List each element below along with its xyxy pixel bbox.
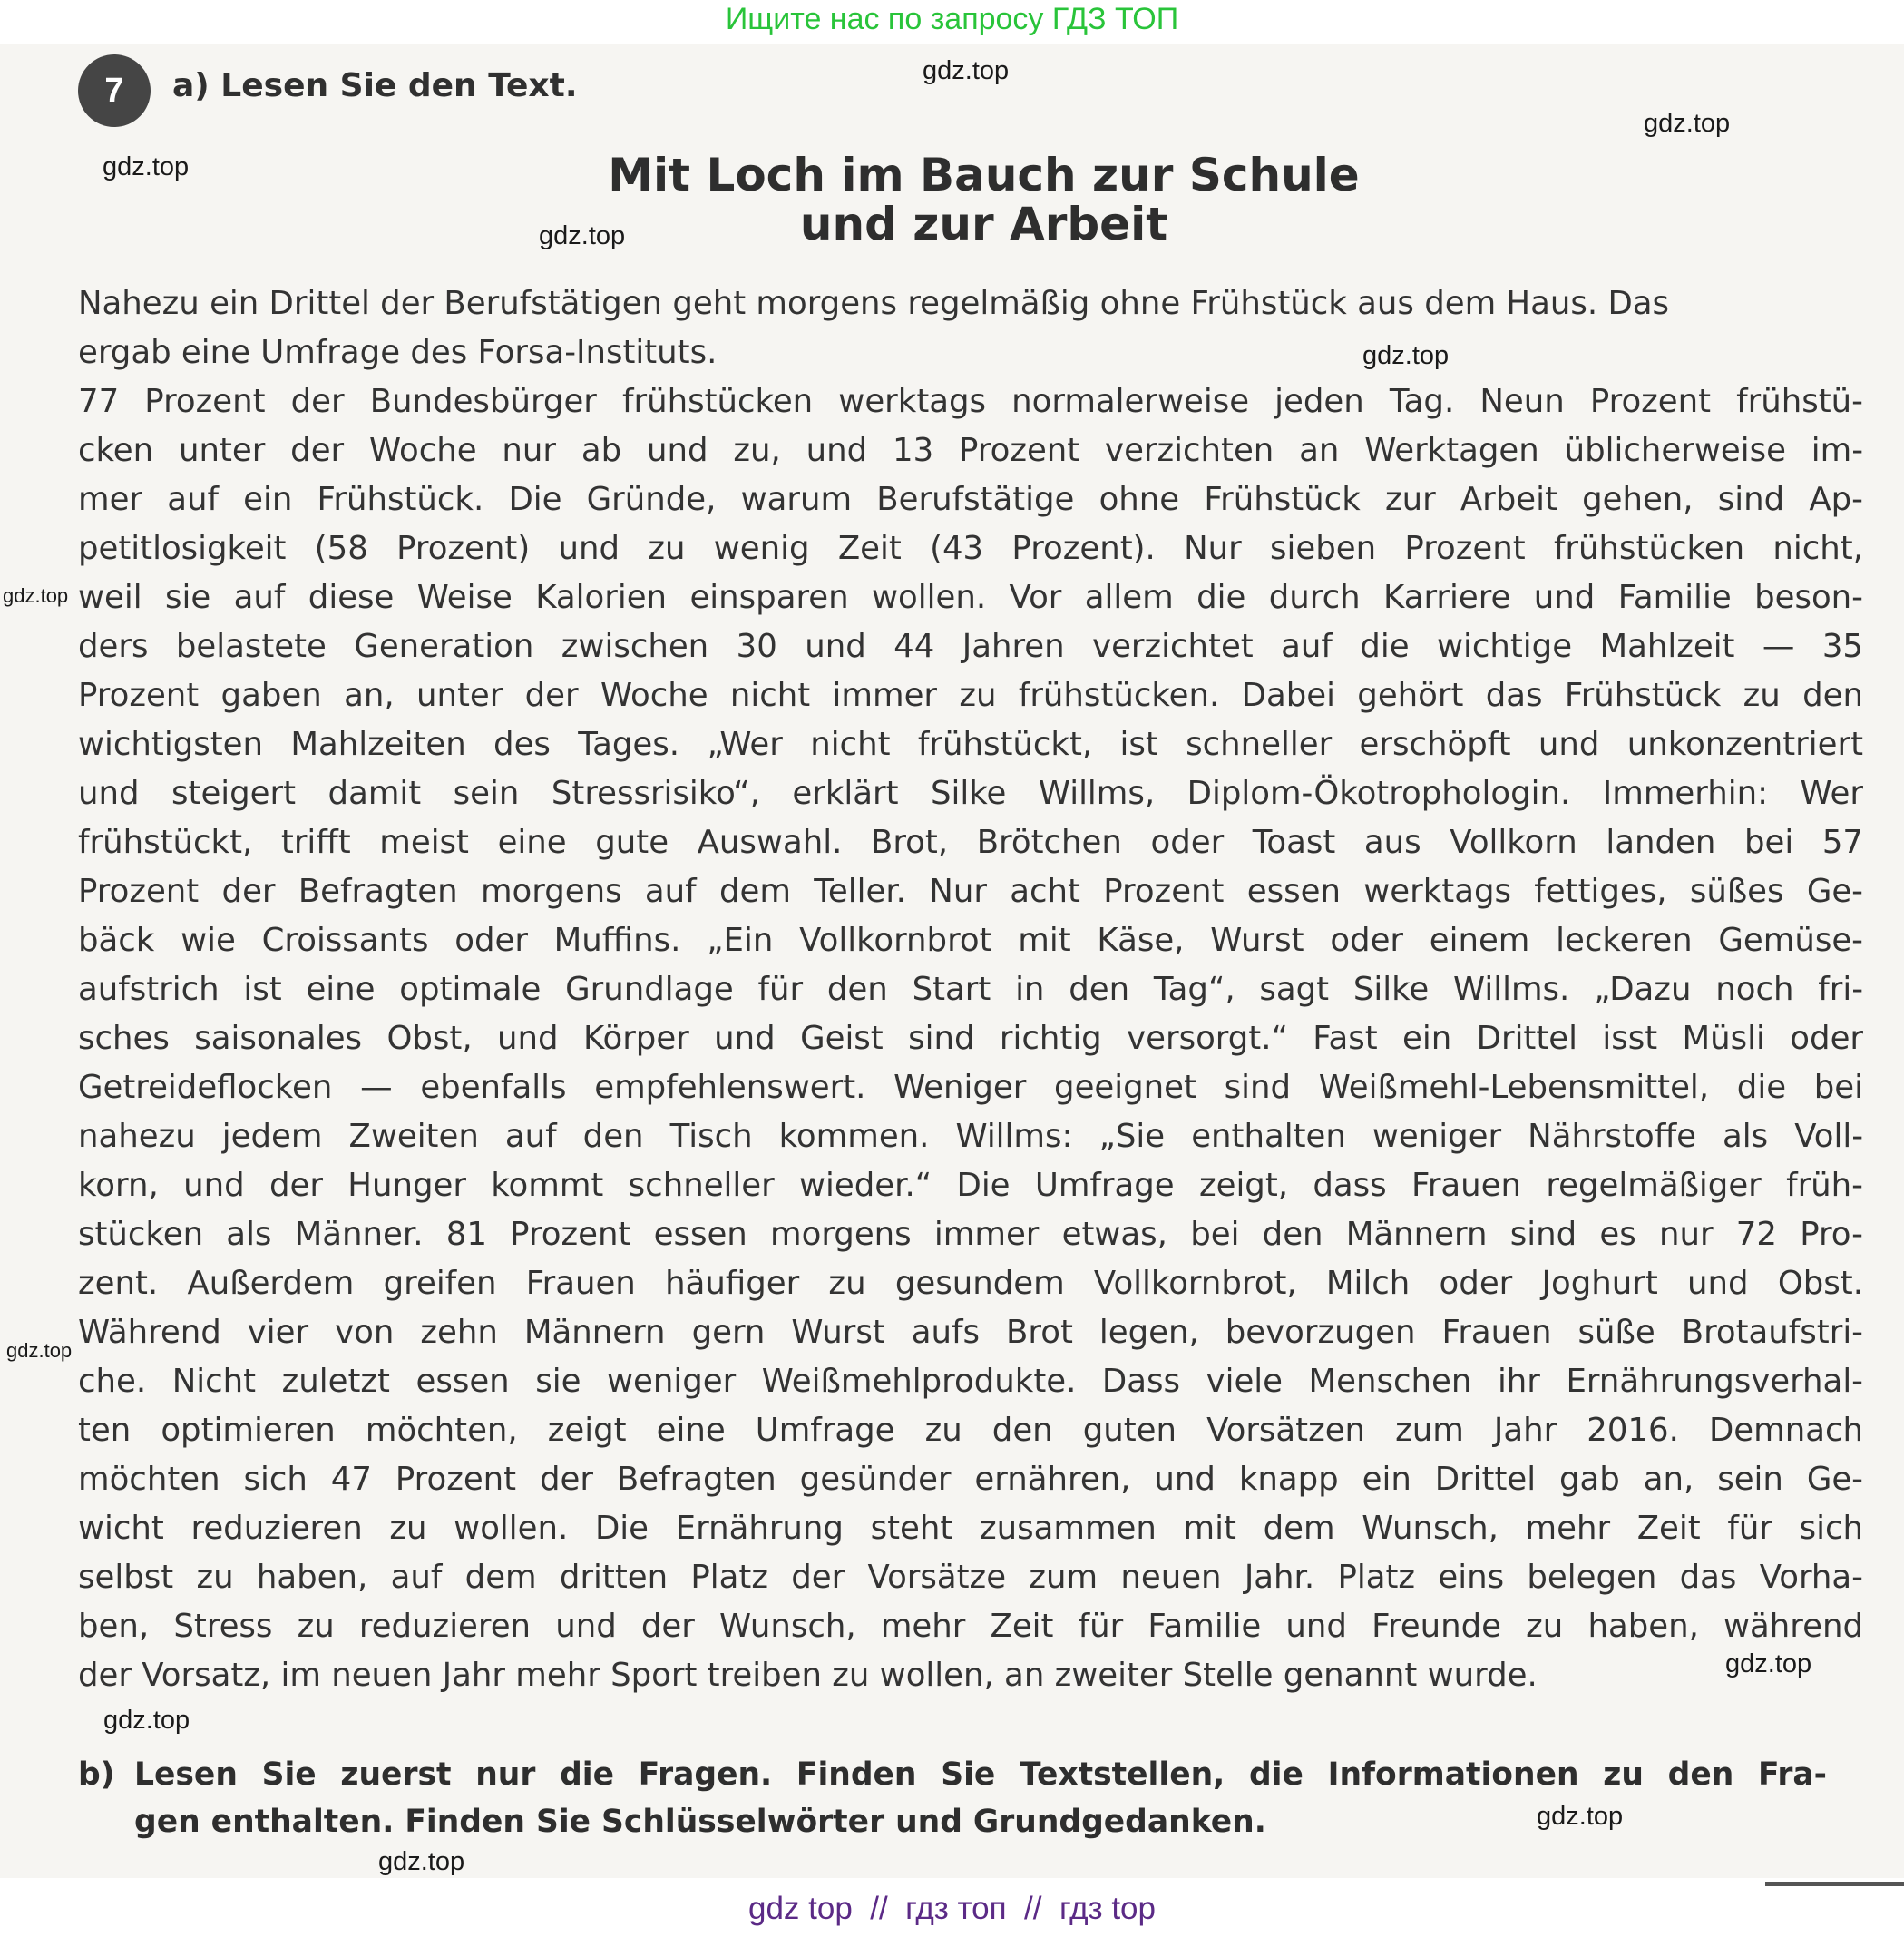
text-line: petitlosigkeit (58 Prozent) und zu wenig Zeit (43 Prozent). Nur sieben Prozent frühstücken nicht,	[78, 530, 1863, 567]
text-line: ben, Stress zu reduzieren und der Wunsch, mehr Zeit für Familie und Freunde zu haben, während	[78, 1608, 1863, 1645]
watermark: gdz.top	[378, 1847, 465, 1876]
watermark: gdz.top	[3, 584, 69, 607]
title-line: und zur Arbeit	[799, 198, 1168, 250]
text-line: frühstückt, trifft meist eine gute Auswahl. Brot, Brötchen oder Toast aus Vollkorn landen bei 57	[78, 824, 1863, 861]
task-b-label: b)	[78, 1756, 115, 1793]
watermark: gdz.top	[1644, 109, 1731, 138]
text-line: sches saisonales Obst, und Körper und Geist sind richtig versorgt.“ Fast ein Drittel isst Müsli oder	[78, 1020, 1863, 1057]
watermark: gdz.top	[539, 221, 626, 250]
text-line: Getreideflocken — ebenfalls empfehlenswert. Weniger geeignet sind Weißmehl-Lebensmittel, die bei	[78, 1069, 1863, 1106]
article-body	[78, 279, 1863, 1700]
footer-links[interactable]: gdz top // гдз топ // гдз top	[748, 1891, 1156, 1926]
text-line: korn, und der Hunger kommt schneller wieder.“ Die Umfrage zeigt, dass Frauen regelmäßiger früh-	[78, 1167, 1863, 1204]
text-line: ten optimieren möchten, zeigt eine Umfrage zu den guten Vorsätzen zum Jahr 2016. Demnach	[78, 1412, 1863, 1449]
title-line: Mit Loch im Bauch zur Schule	[608, 149, 1360, 201]
watermark: gdz.top	[103, 1706, 190, 1735]
text-line: mer auf ein Frühstück. Die Gründe, warum Berufstätige ohne Frühstück zur Arbeit gehen, sind Ap-	[78, 481, 1863, 518]
watermark: gdz.top	[6, 1339, 73, 1362]
watermark: gdz.top	[923, 56, 1010, 85]
search-banner[interactable]: Ищите нас по запросу ГДЗ ТОП	[725, 2, 1179, 36]
watermark: gdz.top	[1537, 1802, 1624, 1831]
page-edge-rule	[1765, 1882, 1904, 1886]
text-line: wichtigsten Mahlzeiten des Tages. „Wer nicht frühstückt, ist schneller erschöpft und unkonzentriert	[78, 726, 1863, 763]
text-line: und steigert damit sein Stressrisiko“, erklärt Silke Willms, Diplom-Ökotrophologin. Immerhin: Wer	[78, 775, 1863, 812]
text-line: zent. Außerdem greifen Frauen häufiger zu gesundem Vollkornbrot, Milch oder Joghurt und Obst.	[78, 1265, 1863, 1302]
text-line: selbst zu haben, auf dem dritten Platz der Vorsätze zum neuen Jahr. Platz eins belegen das Vorha-	[78, 1559, 1863, 1596]
text-line: stücken als Männer. 81 Prozent essen morgens immer etwas, bei den Männern sind es nur 72 Pro-	[78, 1216, 1863, 1253]
watermark: gdz.top	[103, 152, 190, 181]
task-b-line: gen enthalten. Finden Sie Schlüsselwörter und Grundgedanken.	[134, 1804, 1266, 1840]
text-line: nahezu jedem Zweiten auf den Tisch kommen. Willms: „Sie enthalten weniger Nährstoffe als Voll-	[78, 1118, 1863, 1155]
text-line: Nahezu ein Drittel der Berufstätigen geht morgens regelmäßig ohne Frühstück aus dem Haus. Das	[78, 285, 1670, 322]
text-line: wicht reduzieren zu wollen. Die Ernährung steht zusammen mit dem Wunsch, mehr Zeit für sich	[78, 1510, 1863, 1547]
text-line: che. Nicht zuletzt essen sie weniger Weißmehlprodukte. Dass viele Menschen ihr Ernährungsverhal-	[78, 1363, 1863, 1400]
text-title	[0, 151, 1904, 249]
exercise-number-badge: 7	[78, 54, 151, 127]
text-line: der Vorsatz, im neuen Jahr mehr Sport treiben zu wollen, an zweiter Stelle genannt wurde.	[78, 1657, 1538, 1694]
watermark: gdz.top	[1725, 1649, 1812, 1678]
text-line: cken unter der Woche nur ab und zu, und 13 Prozent verzichten an Werktagen üblicherweise im-	[78, 432, 1863, 469]
task-a-heading: a) Lesen Sie den Text.	[172, 67, 578, 104]
text-line: ders belastete Generation zwischen 30 und 44 Jahren verzichtet auf die wichtige Mahlzeit — 35	[78, 628, 1863, 665]
text-line: Prozent gaben an, unter der Woche nicht immer zu frühstücken. Dabei gehört das Frühstück zu den	[78, 677, 1863, 714]
watermark: gdz.top	[1362, 341, 1450, 370]
text-line: bäck wie Croissants oder Muffins. „Ein Vollkornbrot mit Käse, Wurst oder einem leckeren Gemüse-	[78, 922, 1863, 959]
text-line: weil sie auf diese Weise Kalorien einsparen wollen. Vor allem die durch Karriere und Familie beson-	[78, 579, 1863, 616]
text-line: 77 Prozent der Bundesbürger frühstücken werktags normalerweise jeden Tag. Neun Prozent frühstü-	[78, 383, 1863, 420]
text-line: Prozent der Befragten morgens auf dem Teller. Nur acht Prozent essen werktags fettiges, süßes Ge-	[78, 873, 1863, 910]
text-line: ergab eine Umfrage des Forsa-Instituts.	[78, 334, 718, 371]
text-line: Während vier von zehn Männern gern Wurst aufs Brot legen, bevorzugen Frauen süße Brotaufstri-	[78, 1314, 1863, 1351]
text-line: möchten sich 47 Prozent der Befragten gesünder ernähren, und knapp ein Drittel gab an, sein Ge-	[78, 1461, 1863, 1498]
task-b-line: Lesen Sie zuerst nur die Fragen. Finden Sie Textstellen, die Informationen zu den Fra-	[134, 1756, 1827, 1793]
text-line: aufstrich ist eine optimale Grundlage für den Start in den Tag“, sagt Silke Willms. „Dazu noch fri-	[78, 971, 1863, 1008]
